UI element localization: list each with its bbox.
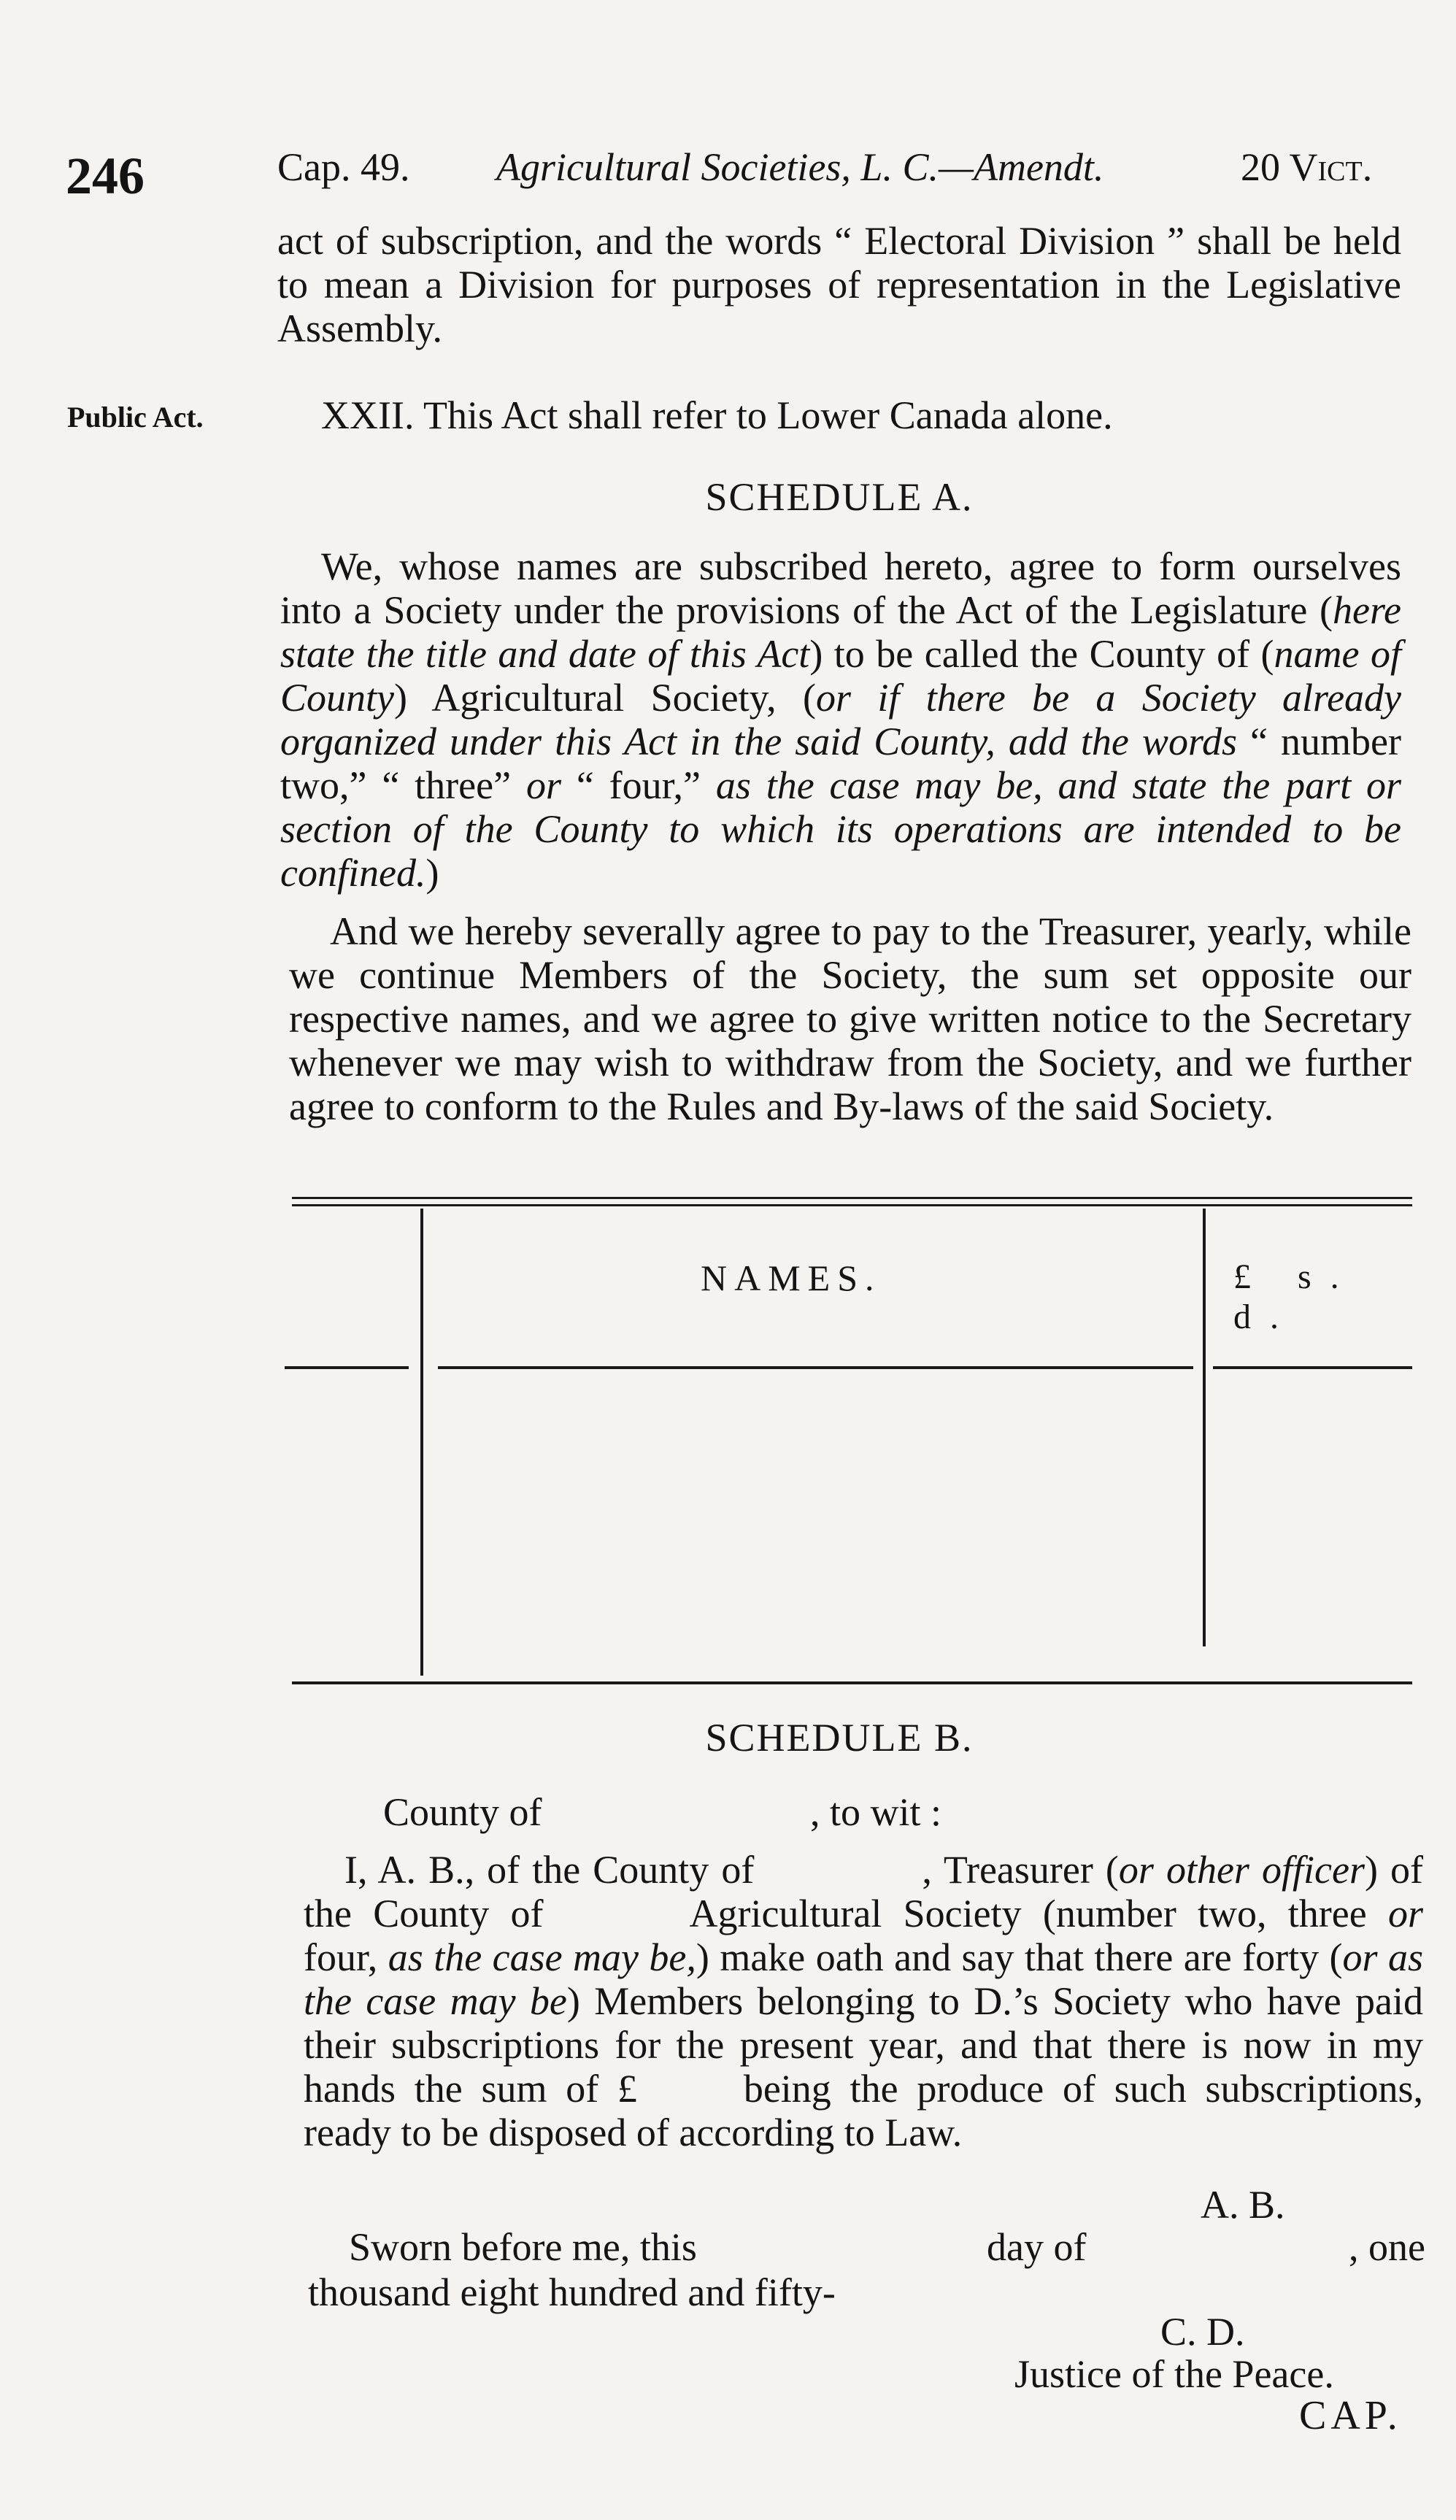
county-of-label: County of — [383, 1790, 542, 1834]
table-divider-right — [1203, 1209, 1206, 1646]
schedule-a-paragraph-1: We, whose names are subscribed hereto, agree to form ourselves into a Society under the provisions of the Act of the Legislature (here state the title and date of this Act) to be called the County of (name of County) Agricultural Society, (or if there be a Society already organized under this Act in the said County, add the words “ number two,” “ three” or “ four,” as the case may be, and state the part or section of the County to which its operations are intended to be confined.) — [280, 544, 1402, 895]
names-column-header: NAMES. — [701, 1257, 882, 1298]
subscription-table — [292, 1197, 1412, 1686]
year-line: thousand eight hundred and fifty- — [308, 2270, 836, 2314]
table-bottom-rule — [292, 1681, 1412, 1684]
one-label: , one — [1349, 2225, 1425, 2269]
day-of-label: day of — [987, 2225, 1087, 2269]
schedule-b-heading: SCHEDULE B. — [705, 1716, 974, 1760]
table-top-rule-inner — [292, 1204, 1412, 1206]
sworn-before-me: Sworn before me, this — [349, 2225, 697, 2269]
schedule-a-paragraph-2: And we hereby severally agree to pay to the Treasurer, yearly, while we continue Members of the Society, the sum set opposite our respective names, and we agree to give written notice to the Secretary whenever we may wish to withdraw from the Society, and we further agree to conform to the Rules and By-laws of the said Society. — [289, 909, 1411, 1128]
table-top-rule — [292, 1197, 1412, 1199]
continuation-paragraph: act of subscription, and the words “ Electoral Division ” shall be held to mean a Division for purposes of representation in the Legislative Assembly. — [277, 219, 1401, 350]
chapter-label: Cap. 49. — [277, 145, 410, 189]
header-rule-left — [285, 1366, 409, 1369]
page-number: 246 — [66, 147, 145, 205]
table-divider-left — [420, 1209, 423, 1676]
to-wit-label: , to wit : — [810, 1790, 942, 1834]
catchword: CAP. — [1299, 2393, 1402, 2438]
header-rule-right — [1213, 1366, 1412, 1369]
running-title: Agricultural Societies, L. C.—Amendt. — [496, 145, 1104, 189]
signature-cd: C. D. — [1160, 2310, 1245, 2354]
justice-of-the-peace: Justice of the Peace. — [1014, 2352, 1334, 2396]
oath-paragraph: I, A. B., of the County of , Treasurer (or other officer) of the County of Agricultural Society (number two, three or four, as the case may be,) make oath and say that there are forty (or as the case may be) Members belonging to D.’s Society who have paid their subscriptions for the present year, and that there is now in my hands the sum of £ being the produce of such subscriptions, ready to be disposed of according to Law. — [304, 1848, 1424, 2154]
signature-ab: A. B. — [1201, 2183, 1285, 2227]
header-rule-center — [438, 1366, 1193, 1369]
margin-note: Public Act. — [67, 401, 204, 434]
schedule-a-heading: SCHEDULE A. — [705, 475, 974, 519]
section-22: XXII. This Act shall refer to Lower Canada alone. — [321, 393, 1113, 437]
money-column-header: £ s. d. — [1233, 1257, 1358, 1336]
regnal-year: 20 Vict. — [1241, 145, 1373, 189]
